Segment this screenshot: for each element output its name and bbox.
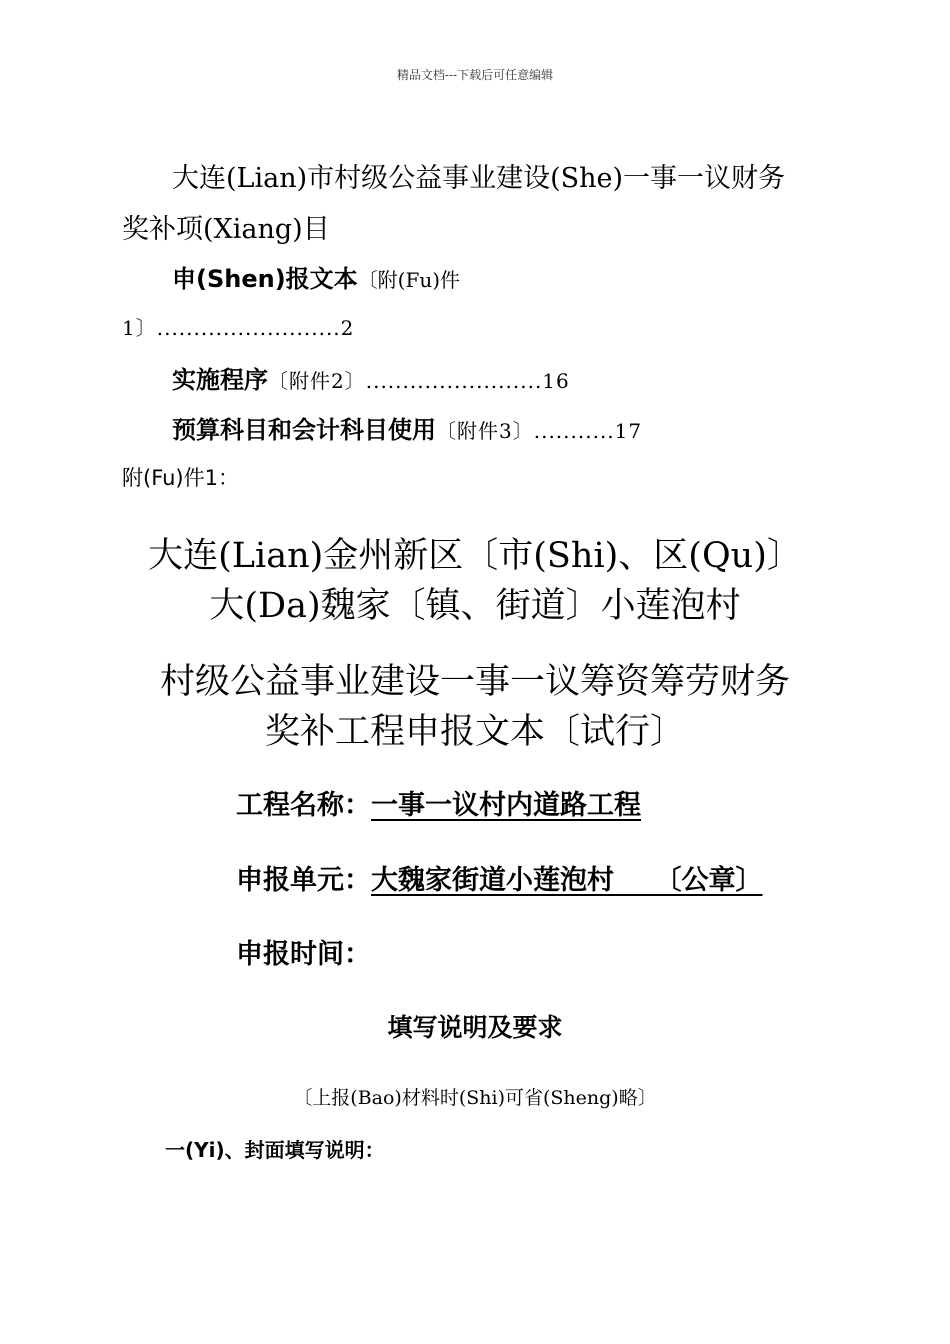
toc-item-3[interactable] — [172, 410, 642, 445]
cover-instructions-section: 一(Yi)、封面填写说明： — [165, 1138, 385, 1162]
cover-title2-line1: 村级公益事业建设一事一议筹资筹劳财务 — [159, 662, 790, 702]
toc-title-line2: 奖补项(Xiang)目 — [122, 214, 330, 245]
applicant-unit-label: 申报单元： — [236, 865, 371, 896]
annex-label: 附(Fu)件1： — [122, 466, 239, 490]
instructions-heading: 填写说明及要求 — [387, 1013, 563, 1042]
toc-item-2-title: 实施程序 — [172, 366, 268, 394]
toc-title-line1: 大连(Lian)市村级公益事业建设(She)一事一议财务 — [172, 163, 786, 194]
toc-item-2-note: 〔附件2〕........................16 — [268, 369, 570, 393]
toc-item-1-title: 申(Shen)报文本 — [172, 265, 358, 293]
toc-item-3-note: 〔附件3〕...........17 — [436, 419, 643, 443]
cover-title1-line1: 大连(Lian)金州新区〔市(Shi)、区(Qu)〕 — [148, 536, 802, 576]
application-time-row — [236, 932, 371, 971]
project-name-value: 一事一议村内道路工程 — [371, 790, 641, 821]
toc-item-2[interactable] — [172, 360, 570, 395]
applicant-unit-value: 大魏家街道小莲泡村 〔公章〕 — [371, 865, 763, 896]
toc-item-1-continuation: 1〕.........................2 — [122, 316, 355, 340]
project-name-row — [236, 783, 641, 822]
instructions-note: 〔上报(Bao)材料时(Shi)可省(Sheng)略〕 — [293, 1087, 657, 1109]
toc-item-3-title: 预算科目和会计科目使用 — [172, 416, 436, 444]
applicant-unit-row — [236, 858, 763, 897]
toc-item-1-note: 〔附(Fu)件 — [357, 268, 461, 292]
toc-item-1[interactable] — [172, 259, 460, 294]
page-header: 精品文档---下载后可任意编辑 — [396, 68, 554, 82]
cover-title2-line2: 奖补工程申报文本〔试行〕 — [264, 712, 685, 752]
application-time-label: 申报时间： — [236, 939, 371, 970]
cover-title1-line2: 大(Da)魏家〔镇、街道〕小莲泡村 — [209, 586, 741, 626]
project-name-label: 工程名称： — [236, 790, 371, 821]
